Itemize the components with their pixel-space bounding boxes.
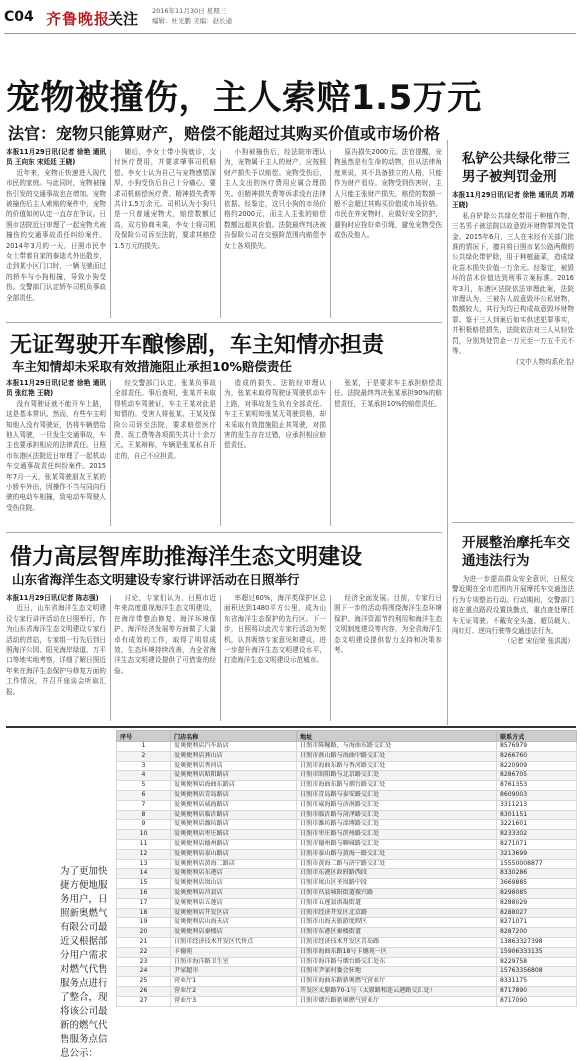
table-row [117,771,577,781]
table-body [117,742,577,1007]
table-cell: 24 [117,967,171,977]
side1-body [452,190,574,520]
table-cell: 爱奥便利店山海天店 [171,918,297,928]
table-row [117,781,577,791]
table-cell: 15906333135 [497,947,577,957]
table-cell: 开发区太原路70-1号（太原路和连云港路交汇处） [297,986,497,996]
story3-col-1 [6,593,106,723]
story1-text-2: 随后，李女士带小狗就诊，支付医疗费用，并要求肇事司机赔偿。李女士认为自己与宠物感情深厚，小狗受伤后自己十分痛心，要求司机赔偿医疗费、精神损失费等共计1.5万余元。司机认为小狗只是一只普通宠物犬，赔偿数额过高，双方协商未果，李女士将司机及保险公司诉至法院，要求其赔偿1.5万元的损失。 [114,148,216,250]
table-cell: 日照市东港区秦楼街道 [297,928,497,938]
story2-col-2 [114,378,216,528]
table-cell: 8298085 [497,888,577,898]
page-header [0,0,580,36]
table-row [117,879,577,889]
story1-text-3: 小狗被撞伤后，经法院审理认为，宠物属于主人的财产，应按照财产损失予以赔偿。宠物受伤后，主人支出的医疗费用应属合理损失。但精神损失费等诉求没有法律依据。经鉴定，这只小狗的市场价格约2000元，而主人主张的赔偿数额远超其价值。法院最终判决被告保险公司在交强险范围内赔偿李女士各项损失。 [224,148,326,250]
table-cell: 爱奥便利店青岛路店 [171,790,297,800]
table-cell: 日照市东港区政府路西段 [297,869,497,879]
table-row [117,839,577,849]
header-rule [4,33,576,34]
table-cell: 爱奥便利店临沂路店 [171,810,297,820]
story1-col-1 [6,147,106,319]
table-cell: 爱奥便利店香河店 [171,761,297,771]
table-cell: 8233302 [497,830,577,840]
table-cell: 8 [117,810,171,820]
table-header-cell: 门店名称 [171,731,297,742]
table-cell: 日照市海曲东路与香河路交汇处 [297,761,497,771]
story3-col-3 [224,593,326,723]
col-divider [330,150,331,318]
table-cell: 日照市海曲东路与烟台路交汇处 [297,781,497,791]
table-cell: 日照市陈疃路，与海曲东路交汇处 [297,742,497,752]
table-row [117,830,577,840]
table-row [117,800,577,810]
table-cell: 8288029 [497,898,577,908]
story3-headline: 借力高层智库助推海洋生态文明建设 [10,545,363,570]
table-cell: 3669885 [497,879,577,889]
col-divider [220,150,221,318]
table-cell: 11 [117,839,171,849]
table-row [117,790,577,800]
table-row [117,869,577,879]
story2-col-4 [334,378,442,528]
table-cell: 26 [117,986,171,996]
sidebar-divider [447,140,448,725]
table-row [117,820,577,830]
col-divider [110,150,111,318]
table-cell: 日照市潍坊路与淄博路交汇处 [297,820,497,830]
section-name: 关注 [108,10,139,28]
table-cell: 日照市威海路与济南路交汇处 [297,800,497,810]
table-cell: 3311213 [497,800,577,810]
side1-byline: 本报11月29日讯(记者 徐艳 通讯员 苏靖 王晓) [452,191,574,210]
table-row [117,810,577,820]
table-cell: 日照市经济开发区北京路 [297,908,497,918]
table-cell: 日照市海洋路与烟台路交汇处东 [297,957,497,967]
table-cell: 日照市海曲东路18号卡德苑一区 [297,947,497,957]
table-cell: 9 [117,820,171,830]
story1-col-2 [114,147,216,319]
editor-line: 编辑：杜光鹏 美编：赵长通 [152,17,233,25]
table-cell: 日照市海曲东路新奥燃气营业厅 [297,977,497,987]
table-cell: 8220909 [497,761,577,771]
table-cell: 日照市尹家村委会驻地 [297,967,497,977]
table-cell: 日照市德州路与聊城路交汇处 [297,839,497,849]
table-cell: 27 [117,996,171,1006]
col-divider [220,380,221,526]
table-header-cell: 联系方式 [497,731,577,742]
story3-subhead: 山东省海洋生态文明建设专家行讲评活动在日照举行 [12,572,300,587]
table-cell: 8717890 [497,986,577,996]
table-cell: 日照市临沂路与菏泽路交汇处 [297,810,497,820]
table-cell: 日照市黄海二路与济宁路交汇处 [297,859,497,869]
table-row [117,859,577,869]
col-divider [220,595,221,721]
table-cell: 8288027 [497,908,577,918]
table-cell: 8287200 [497,928,577,938]
table-cell: 日照市燕山路与海曲中路交汇处 [297,751,497,761]
table-cell: 爱奥便利店汽车站店 [171,742,297,752]
story1-text-1: 近年来，宠物正快速进入现代市民的家庭。与此同时，宠物被撞伤引发的交通事故也在增加。宠物被撞伤后主人索赔的案件中，宠物的价值如何认定一直存在争议。日照市法院近日审理了一起宠物犬被撞伤的交通事故责任纠纷案件。2014年3月的一天，日照市民李女士带着自家的泰迪犬外出散步，走到某小区门口时，一辆飞驰而过的轿车与小狗相撞，导致小狗受伤。交警部门认定轿车司机负事故全部责任。 [6,168,106,302]
story1-subhead: 法官：宠物只能算财产，赔偿不能超过其购买价值或市场价格 [8,124,441,143]
story3-col-4 [334,593,442,723]
side2-body [452,574,574,724]
side2-text: 为进一步提高群众安全意识，日照交警近期在全市范围内开展摩托车交通违法行为专项整治行动。行动期间，交警部门将在重点路段设置执勤点，重点查处摩托车无证驾驶、不戴安全头盔、超员载人、闯红灯、逆向行驶等交通违法行为。 [452,575,574,636]
date-line: 2016年11月30日 星期三 [152,7,227,15]
table-cell: 爱奥便利店黄海二路店 [171,859,297,869]
story2-text-3: 造成的损失。法院经审理认为，张某未取得驾驶证驾驶机动车上路，对事故发生负有全部责任。车主王某明知张某无驾驶资格，却未采取有效措施阻止其驾驶，对损害的发生存在过错，应承担相应赔偿责任。 [224,379,326,450]
table-cell: 爱奥便利店枣庄路店 [171,830,297,840]
side1-headline: 私铲公共绿化带三男子被判罚金刑 [462,151,570,185]
table-cell: 8761353 [497,781,577,791]
table-cell: 日照市青岛路与泰安路交汇处 [297,790,497,800]
story1-headline: 宠物被撞伤，主人索赔1.5万元 [6,78,482,118]
table-cell: 爱奥便利店莒县店 [171,888,297,898]
story2-col-3 [224,378,326,528]
story3-text-4: 经济全面发展。目前，专家行日照下一步的活动将围绕海洋生态环境保护、海洋资源节约利用和海洋生态文明制度建设等内容，为全省海洋生态文明建设提供智力支持和决策参考。 [334,594,442,655]
table-cell: 爱奥便利店泰山路店 [171,849,297,859]
story2-headline: 无证驾驶开车酿惨剧，车主知情亦担责 [10,333,385,358]
table-cell: 日照市山海天旅游度假区 [297,918,497,928]
table-cell: 日照市烟台路新奥燃气营业厅 [297,996,497,1006]
table-cell: 日照市莒县城阳街道振兴路 [297,888,497,898]
story3-text-1: 近日，山东省海洋生态文明建设专家行讲评活动在日照举行。作为山东省海洋生态文明建设专家行活动的首站，专家组一行先后到日照海洋公园、阳光海岸绿道、万平口等地实地考察，详细了解日照近年来在海洋生态保护与修复方面的工作情况，并召开座谈会听取汇报。 [6,604,106,696]
table-cell: 12 [117,849,171,859]
table-cell: 5 [117,781,171,791]
table-row [117,751,577,761]
table-cell: 8271071 [497,918,577,928]
story3-text-2: 讨论，专家们认为，日照市近年来高度重视海洋生态文明建设，在海岸带整治修复、海洋环境保护、海洋经济发展等方面做了大量卓有成效的工作，取得了明显成效，生态环境持续改善，为全省海洋生态文明建设提供了可借鉴的经验。 [114,594,216,675]
table-cell: 8266760 [497,751,577,761]
story1-col-4 [334,147,442,319]
col-divider [330,595,331,721]
section-divider [6,322,442,323]
table-cell: 日照市经济技术开发区代售点 [171,937,297,947]
table-row [117,957,577,967]
table-cell: 8271071 [497,839,577,849]
table-cell: 8229758 [497,957,577,967]
table-row [117,908,577,918]
table-row [117,928,577,938]
side2-byline: （记者 宋佰荣 张洪源） [503,637,574,646]
col-divider [110,380,111,526]
story3-text-3: 率超过60%，海洋类保护区总面积达到1480平方公里，成为山东省海洋生态保护的先行区。下一步，日照将以此次专家行活动为契机，认真吸纳专家意见和建议，进一步提升海洋生态文明建设水平，打造海洋生态文明建设示范城市。 [224,594,326,665]
col-divider [110,595,111,721]
table-cell: 爱奥便利店岚山店 [171,879,297,889]
table-cell: 爱奥便利店五莲店 [171,898,297,908]
table-cell: 22 [117,947,171,957]
table-cell: 卡德苑 [171,947,297,957]
table-header [117,731,577,742]
side1-text: 私自铲除公共绿化带用于种植作物，三名男子被法院以故意毁坏财物罪判处罚金。2015年6月，三人在未经有关部门批准的情况下，擅自将日照市某公路两侧的公共绿化带铲除，用于种植蔬菜，造成绿化苗木损失价值一万余元。经鉴定，被毁坏的苗木价值达到刑事立案标准。2016年3月，东港区法院依法审理此案，法院审理认为，三被告人故意毁坏公私财物，数额较大，其行为均已构成故意毁坏财物罪。鉴于三人到案后如实供述犯罪事实，并积极赔偿损失，法院依法对三人从轻处罚，分别判处罚金一万元至一万五千元不等。 [452,211,574,356]
story2-text-1: 没有驾驶证就不能开车上路，这是基本常识。然而，有些车主明知他人没有驾驶证，仍将车辆借给他人驾驶，一旦发生交通事故，车主也要承担相应的法律责任。日照市东港区法院近日审理了一起机动车交通事故责任纠纷案件。2015年7月一天，张某驾驶朋友王某的小轿车外出，因操作不当与同向行驶的电动车相撞，致电动车驾驶人受伤住院。 [6,399,106,512]
table-cell: 25 [117,977,171,987]
table-cell: 18 [117,908,171,918]
table-cell: 日照市枣庄路与滨州路交汇处 [297,830,497,840]
story3-col-2 [114,593,216,723]
story1-col-3 [224,147,326,319]
table-cell: 8576979 [497,742,577,752]
notice-rule [6,726,576,728]
table-cell: 7 [117,800,171,810]
table-cell: 15550008877 [497,859,577,869]
table-cell: 8717090 [497,996,577,1006]
table-row [117,967,577,977]
header-meta [152,6,232,26]
table-row [117,898,577,908]
table-cell: 爱奥便利店德州路店 [171,839,297,849]
table-row [117,849,577,859]
story3-byline: 本报11月29日讯(记者 陈志强) [6,594,99,602]
table-cell: 8330286 [497,869,577,879]
table-cell: 营业厅2 [171,986,297,996]
table-cell: 19 [117,918,171,928]
table-cell: 15 [117,879,171,889]
table-cell: 爱奥便利店潍坊路店 [171,820,297,830]
table-row [117,947,577,957]
table-cell: 6 [117,790,171,800]
table-cell: 日照市海洋路卫生室 [171,957,297,967]
table-cell: 爱奥便利店威海路店 [171,800,297,810]
table-row [117,937,577,947]
table-header-cell: 序号 [117,731,171,742]
sidebar-rule [452,522,574,523]
table-row [117,918,577,928]
table-header-cell: 地址 [297,731,497,742]
table-cell: 21 [117,937,171,947]
table-cell: 20 [117,928,171,938]
side2-headline: 开展整治摩托车交通违法行为 [462,535,570,569]
table-cell: 爱奥便利店秦楼店 [171,928,297,938]
table-cell: 23 [117,957,171,967]
table-cell: 3213699 [497,849,577,859]
side1-credit: (文中人物均系化名) [516,357,574,366]
table-cell: 13863327398 [497,937,577,947]
story2-subhead: 车主知情却未采取有效措施阻止承担10%赔偿责任 [12,359,292,374]
table-cell: 爱奥便利店昭阳路店 [171,771,297,781]
table-cell: 爱奥便利店东港店 [171,869,297,879]
table-cell: 营业厅3 [171,996,297,1006]
table-cell: 4 [117,771,171,781]
table-cell: 日照市岚山区圣岚路中段 [297,879,497,889]
table-cell: 16 [117,888,171,898]
table-cell: 1 [117,742,171,752]
table-cell: 13 [117,859,171,869]
table-row [117,742,577,752]
table-cell: 日照市昭阳路与北京路交汇处 [297,771,497,781]
story2-text-4: 张某，于是要求车主承担赔偿责任。法院最终判决张某承担90%的赔偿责任，王某承担10%的赔偿责任。 [334,379,442,408]
table-row [117,996,577,1006]
table-cell: 营业厅1 [171,977,297,987]
story1-byline: 本报11月29日讯(记者 徐艳 通讯员 王向东 宋廷廷 王晓) [6,148,106,167]
table-cell: 爱奥便利店海曲东路店 [171,781,297,791]
table-cell: 14 [117,869,171,879]
table-cell: 8286705 [497,771,577,781]
story1-text-4: 原告损失2000元。法官提醒，宠物虽然是有生命的动物，但从法律角度来说，其不具备独立的人格，只能作为财产看待。宠物受到伤害时，主人只能主张财产损失，赔偿的数额一般不会超过其购买价值或市场价格。市民在养宠物时，应做好安全防护，遛狗时应拴好牵引绳，避免宠物受伤或伤及他人。 [334,148,442,240]
newspaper-logo: 齐鲁晚报 [46,10,111,28]
table-cell: 日照市经济技术开发区青岛路 [297,937,497,947]
table-row [117,761,577,771]
table-cell: 爱奥便利店开发区店 [171,908,297,918]
service-point-table [116,730,577,1007]
table-cell: 8331175 [497,977,577,987]
table-cell: 8301151 [497,810,577,820]
story2-col-1 [6,378,106,528]
table-cell: 2 [117,751,171,761]
table-cell: 15763356808 [497,967,577,977]
gas-notice: 为了更加快捷方便地服务用户，日照新奥燃气有限公司最近又根据部分用户需求对燃气代售服务点进行了整合，现将该公司最新的燃气代售服务点信息公示： [60,866,108,1059]
section-divider [6,532,442,533]
col-divider [330,380,331,526]
table-cell: 17 [117,898,171,908]
table-row [117,888,577,898]
table-cell: 10 [117,830,171,840]
table-row [117,977,577,987]
table-cell: 8609003 [497,790,577,800]
story2-byline: 本报11月29日讯(记者 徐艳 通讯员 张红艳 王晓) [6,379,106,398]
table-cell: 爱奥便利店燕山店 [171,751,297,761]
table-cell: 日照市泰山路与黄海一路交汇处 [297,849,497,859]
table-cell: 3221601 [497,820,577,830]
story2-text-2: 经交警部门认定，张某负事故全部责任。事后查明，张某并未取得机动车驾驶证，车主王某对此是知情的。受害人将张某、王某及保险公司诉至法院，要求赔偿医疗费、误工费等各项损失共计十余万元。王某辩称，车辆是张某私自开走的，自己不应担责。 [114,379,216,460]
table-cell: 尹家超市 [171,967,297,977]
table-cell: 3 [117,761,171,771]
table-cell: 日照市五莲县洪凝街道 [297,898,497,908]
page-number: C04 [4,9,34,25]
